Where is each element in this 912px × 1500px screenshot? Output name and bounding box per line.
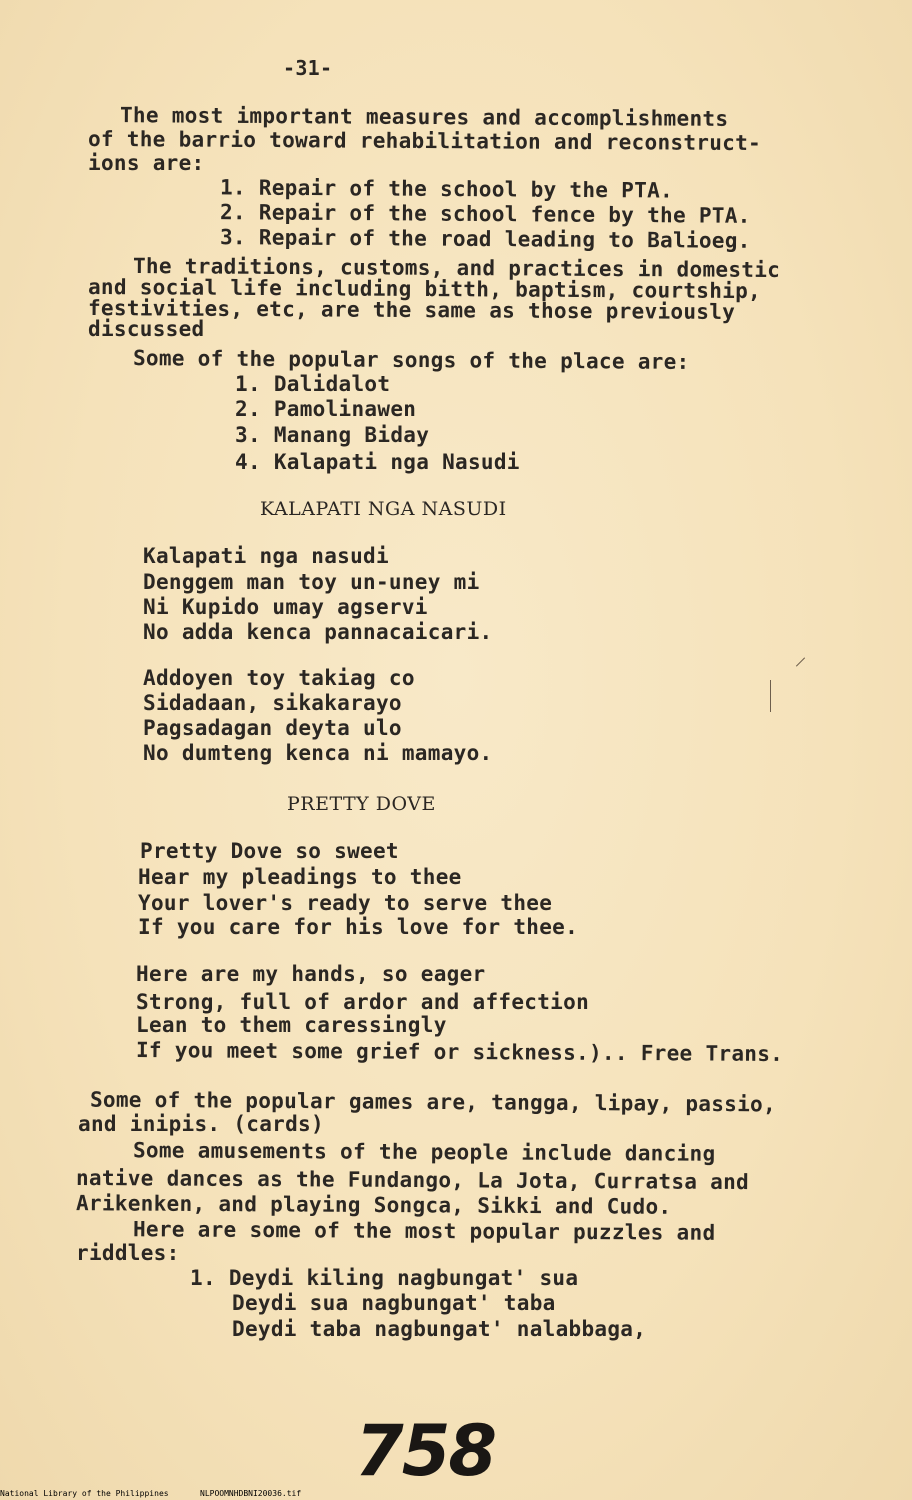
lyric-line: No dumteng kenca ni mamayo.: [143, 741, 493, 765]
lyric-line: No adda kenca pannacaicari.: [143, 620, 493, 644]
puzzles-line: Here are some of the most popular puzzles and: [132, 1217, 716, 1245]
songs-intro: Some of the popular songs of the place are:: [132, 346, 690, 374]
intro-line: ions are:: [88, 151, 205, 175]
lyric-line: Hear my pleadings to thee: [138, 865, 462, 889]
lyric-line: If you care for his love for thee.: [138, 915, 579, 939]
song-list-item: 2. Pamolinawen: [235, 397, 417, 421]
song-list-item: 3. Manang Biday: [235, 423, 430, 447]
song-title: KALAPATI NGA NASUDI: [260, 498, 507, 520]
measure-item: 3. Repair of the road leading to Balioeg.: [219, 225, 751, 253]
amusements-line: Some amusements of the people include dancing: [132, 1138, 716, 1166]
lyric-line: Strong, full of ardor and affection: [136, 990, 590, 1014]
song-title: PRETTY DOVE: [287, 793, 436, 815]
traditions-line: festivities, etc, are the same as those previously: [87, 296, 736, 324]
footer-library: National Library of the Philippines: [0, 1489, 169, 1498]
lyric-line: Pagsadagan deyta ulo: [143, 716, 402, 740]
lyric-line: If you meet some grief or sickness.).. Free Trans.: [135, 1038, 784, 1066]
measure-item: 1. Repair of the school by the PTA.: [219, 175, 674, 203]
games-line: Some of the popular games are, tangga, lipay, passio,: [89, 1087, 777, 1117]
riddle-line: Deydi taba nagbungat' nalabbaga,: [232, 1317, 647, 1341]
song-list-item: 1. Dalidalot: [235, 372, 391, 396]
riddle-line: Deydi sua nagbungat' taba: [232, 1291, 556, 1315]
amusements-line: Arikenken, and playing Songca, Sikki and Cudo.: [75, 1191, 672, 1219]
traditions-line: and social life including bitth, baptism, courtship,: [87, 274, 762, 304]
pencil-mark: [770, 680, 771, 712]
footer-filename: NLPOOMNHDBNI20036.tif: [200, 1489, 302, 1498]
lyric-line: Addoyen toy takiag co: [143, 666, 415, 690]
intro-line: of the barrio toward rehabilitation and reconstruct-: [87, 126, 762, 156]
lyric-line: Pretty Dove so sweet: [140, 839, 399, 863]
pencil-mark: [796, 657, 805, 666]
puzzles-line: riddles:: [76, 1241, 180, 1265]
riddle-line: 1. Deydi kiling nagbungat' sua: [190, 1266, 579, 1290]
lyric-line: Lean to them caressingly: [136, 1013, 447, 1037]
lyric-line: Sidadaan, sikakarayo: [143, 691, 402, 715]
lyric-line: Denggem man toy un-uney mi: [143, 570, 480, 594]
song-list-item: 4. Kalapati nga Nasudi: [235, 450, 520, 474]
intro-line: The most important measures and accomplishments: [119, 103, 729, 131]
traditions-line: discussed: [88, 317, 205, 341]
page-number: -31-: [283, 56, 333, 80]
lyric-line: Your lover's ready to serve thee: [138, 891, 553, 915]
lyric-line: Ni Kupido umay agservi: [143, 595, 428, 619]
lyric-line: Here are my hands, so eager: [136, 962, 486, 986]
amusements-line: native dances as the Fundango, La Jota, Curratsa and: [75, 1165, 750, 1195]
measure-item: 2. Repair of the school fence by the PTA.: [219, 200, 751, 228]
games-line: and inipis. (cards): [78, 1112, 324, 1136]
traditions-line: The traditions, customs, and practices in domestic: [132, 254, 781, 282]
handwritten-page-number: 758: [355, 1410, 496, 1492]
lyric-line: Kalapati nga nasudi: [143, 544, 389, 568]
